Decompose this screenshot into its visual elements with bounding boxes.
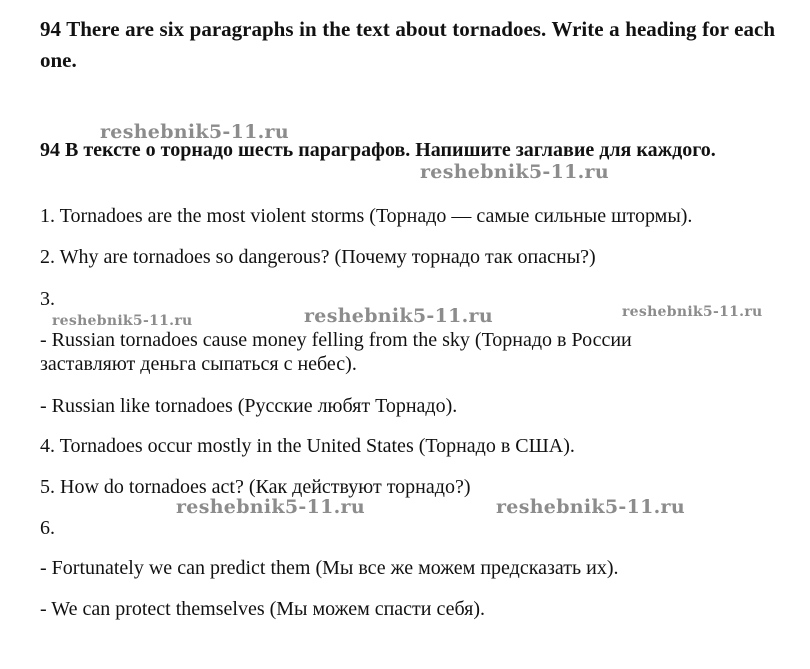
answer-6-item-2: - We can protect themselves (Мы можем спасти себя). [40, 598, 486, 620]
answer-3-item-1: - Russian tornadoes cause money felling from the sky (Торнадо в России заставляют деньга сыпаться с небес). [40, 329, 632, 375]
answer-5: 5. How do tornadoes act? (Как действуют торнадо?) [40, 476, 471, 498]
answer-4: 4. Tornadoes occur mostly in the United States (Торнадо в США). [40, 435, 575, 457]
answer-2: 2. Why are tornadoes so dangerous? (Почему торнадо так опасны?) [40, 246, 596, 268]
answer-3-item-2: - Russian like tornadoes (Русские любят Торнадо). [40, 395, 458, 417]
answer-6: 6. [40, 517, 55, 539]
watermark: reshebnik5-11.ru [52, 313, 193, 329]
watermark: reshebnik5-11.ru [496, 496, 685, 518]
task-heading-en: 94 There are six paragraphs in the text about tornadoes. Write a heading for each one. [40, 17, 775, 72]
watermark: reshebnik5-11.ru [176, 496, 365, 518]
answer-6-item-1: - Fortunately we can predict them (Мы все же можем предсказать их). [40, 557, 619, 579]
task-heading-ru: 94 В тексте о торнадо шесть параграфов. Напишите заглавие для каждого. [40, 139, 716, 161]
watermark: reshebnik5-11.ru [100, 121, 289, 143]
answer-1: 1. Tornadoes are the most violent storms (Торнадо — самые сильные штормы). [40, 205, 693, 227]
watermark: reshebnik5-11.ru [420, 161, 609, 183]
answer-3: 3. [40, 288, 55, 310]
watermark: reshebnik5-11.ru [622, 304, 763, 320]
watermark: reshebnik5-11.ru [304, 305, 493, 327]
